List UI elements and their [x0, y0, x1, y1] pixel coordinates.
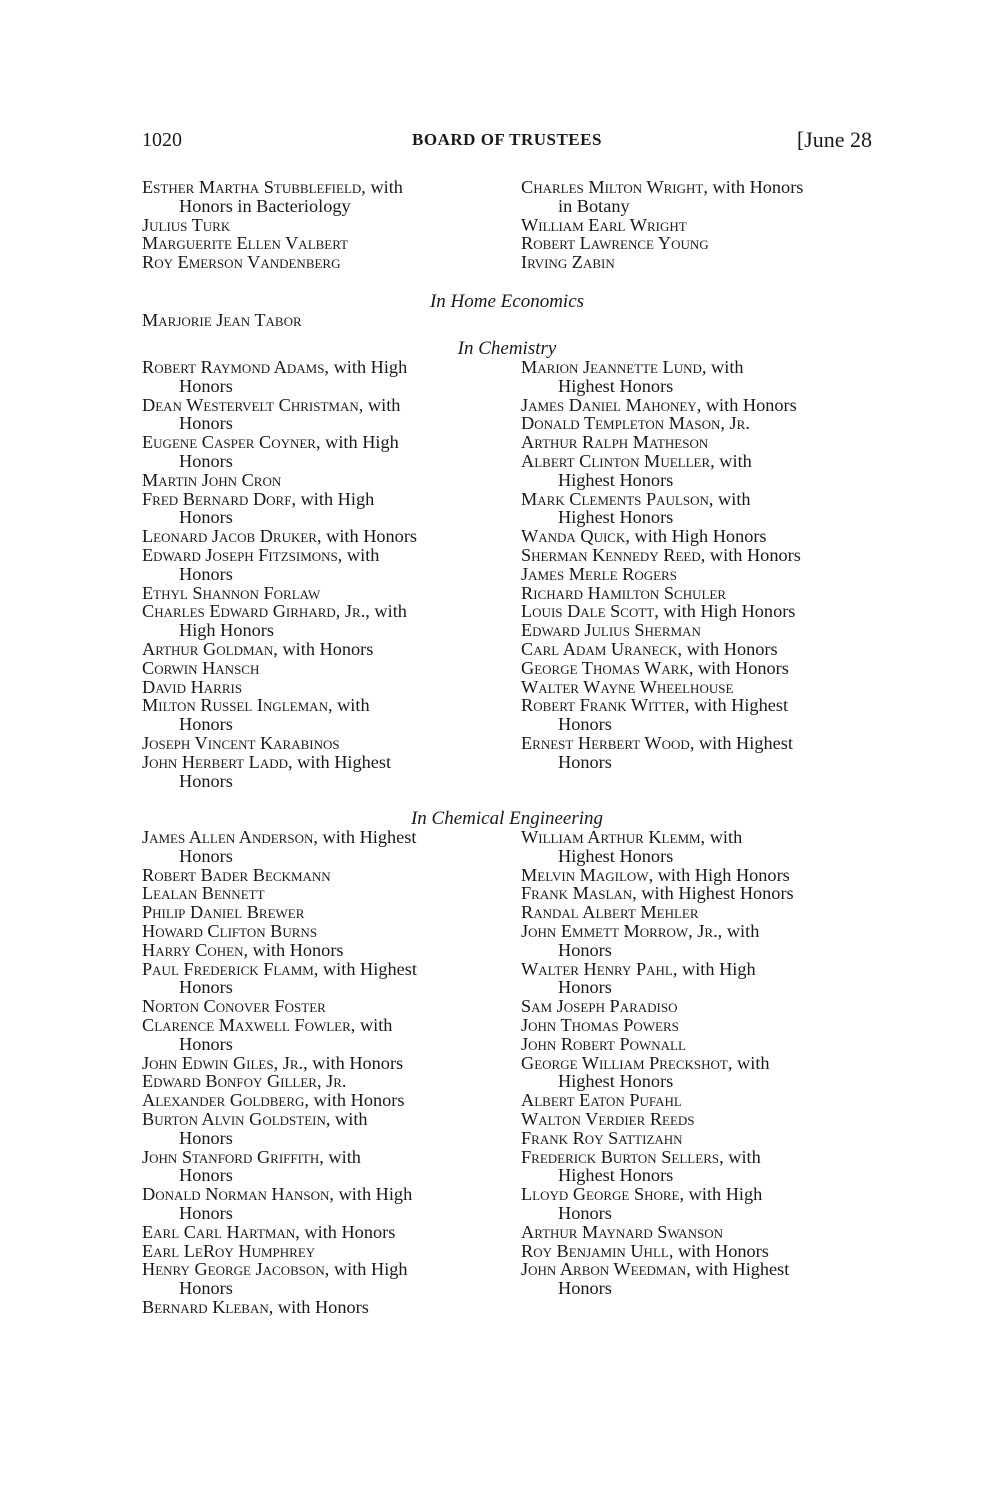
graduate-name: Edward Julius Sherman: [521, 620, 701, 641]
page-number: 1020: [142, 129, 182, 151]
honors-text: Highest Honors: [558, 1071, 674, 1092]
honors-text: Honors: [558, 977, 612, 998]
section-home-economics: [142, 292, 872, 330]
graduate-entry: [142, 1148, 497, 1186]
graduate-name: Arthur Goldman,: [142, 638, 278, 659]
graduate-entry: [142, 1298, 497, 1317]
graduate-name: Arthur Ralph Matheson: [521, 432, 709, 453]
honors-text: Honors: [179, 845, 233, 866]
graduate-entry: [521, 396, 876, 415]
graduate-name: Albert Clinton Mueller,: [521, 450, 715, 471]
graduate-name: John Stanford Griffith,: [142, 1146, 324, 1167]
graduate-name: Norton Conover Foster: [142, 996, 326, 1017]
graduate-entry: [142, 922, 497, 941]
graduate-name: Albert Eaton Pufahl: [521, 1090, 682, 1111]
honors-text: with: [728, 1146, 761, 1167]
graduate-name: Edward Joseph Fitzsimons,: [142, 544, 343, 565]
left-column: [142, 358, 497, 790]
graduate-name: James Merle Rogers: [521, 563, 677, 584]
graduate-name: William Arthur Klemm,: [521, 827, 706, 847]
graduate-entry: [142, 997, 497, 1016]
graduate-name: Frank Roy Sattizahn: [521, 1127, 683, 1148]
honors-text: with Honors: [312, 1052, 404, 1073]
graduate-name: Esther Martha Stubblefield,: [142, 177, 366, 197]
graduate-entry: [142, 960, 497, 998]
graduate-entry: [142, 1185, 497, 1223]
right-column: [521, 178, 876, 272]
honors-text: with High: [300, 488, 375, 509]
graduate-name: Burton Alvin Goldstein,: [142, 1108, 331, 1129]
right-column: [521, 358, 876, 772]
graduate-name: George Thomas Wark,: [521, 657, 694, 678]
graduate-name: James Allen Anderson,: [142, 827, 318, 847]
honors-text: with: [726, 920, 760, 941]
graduate-entry: [521, 1185, 876, 1223]
honors-text: with High: [325, 432, 399, 453]
section-heading: In Chemical Engineering: [410, 808, 604, 829]
honors-text: Highest Honors: [558, 469, 674, 490]
honors-text: with High: [338, 1184, 413, 1205]
graduate-entry: [142, 828, 497, 866]
section-heading: In Home Economics: [429, 291, 585, 312]
graduate-name: Robert Frank Witter,: [521, 695, 690, 716]
graduate-entry: [142, 253, 497, 272]
honors-text: with High Honors: [634, 526, 767, 547]
graduate-name: Marguerite Ellen Valbert: [142, 233, 349, 254]
graduate-entry: [521, 1129, 876, 1148]
honors-text: Honors: [179, 1202, 233, 1223]
honors-text: Honors: [179, 450, 233, 471]
graduate-name: Roy Benjamin Uhll,: [521, 1240, 674, 1261]
graduate-name: John Arbon Weedman,: [521, 1259, 691, 1280]
graduate-entry: [521, 828, 876, 866]
honors-text: with: [374, 601, 407, 622]
graduate-name: Robert Bader Beckmann: [142, 864, 331, 885]
honors-text: with: [719, 450, 752, 471]
right-column: [521, 828, 876, 1298]
graduate-entry: [142, 358, 497, 396]
honors-text: Honors: [179, 1278, 233, 1299]
graduate-name: Charles Edward Girhard, Jr.,: [142, 601, 370, 622]
graduate-entry: [142, 753, 497, 791]
section-heading: In Chemistry: [457, 338, 557, 359]
honors-text: with High Honors: [663, 601, 796, 622]
graduate-entry: [521, 178, 876, 216]
graduate-entry: [142, 527, 497, 546]
graduate-name: Walter Wayne Wheelhouse: [521, 676, 734, 697]
graduate-name: Corwin Hansch: [142, 657, 260, 678]
graduate-entry: [142, 1016, 497, 1054]
honors-text: with Honors: [252, 939, 344, 960]
graduate-name: David Harris: [142, 676, 243, 697]
name-columns: [142, 178, 872, 272]
graduate-name: Carl Adam Uraneck,: [521, 638, 683, 659]
honors-text: with Honors: [277, 1296, 369, 1317]
graduate-entry: [142, 1260, 497, 1298]
honors-text: with Honors: [686, 638, 778, 659]
honors-text: Honors: [179, 977, 233, 998]
honors-text: with: [709, 827, 743, 847]
graduate-entry: [521, 584, 876, 603]
graduate-entry: [521, 565, 876, 584]
graduate-name: Roy Emerson Vandenberg: [142, 252, 341, 273]
graduate-name: Alexander Goldberg,: [142, 1090, 309, 1111]
graduate-entry: [521, 358, 876, 396]
graduate-name: Eugene Casper Coyner,: [142, 432, 321, 453]
graduate-name: Howard Clifton Burns: [142, 920, 318, 941]
honors-text: Honors: [558, 1278, 612, 1299]
graduate-name: Milton Russel Ingleman,: [142, 695, 333, 716]
honors-text: Honors: [558, 939, 612, 960]
graduate-entry: [521, 414, 876, 433]
graduate-name: Randal Albert Mehler: [521, 902, 699, 923]
honors-text: with: [367, 394, 401, 415]
honors-text: with High: [682, 958, 756, 979]
honors-text: Honors: [558, 751, 612, 772]
graduate-name: John Thomas Powers: [521, 1014, 679, 1035]
honors-text: Honors: [179, 1165, 233, 1186]
honors-text: with: [370, 177, 403, 197]
graduate-name: Ernest Herbert Wood,: [521, 732, 695, 753]
honors-text: with Honors: [326, 526, 418, 547]
honors-text: High Honors: [179, 620, 274, 641]
graduate-entry: [142, 884, 497, 903]
graduate-name: Louis Dale Scott,: [521, 601, 659, 622]
graduate-entry: [521, 640, 876, 659]
graduate-name: Edward Bonfoy Giller, Jr.: [142, 1071, 347, 1092]
honors-text: with Honors: [697, 657, 789, 678]
graduate-entry: [142, 1110, 497, 1148]
graduate-entry: [142, 433, 497, 471]
honors-text: with Highest: [698, 732, 793, 753]
graduate-name: Earl LeRoy Humphrey: [142, 1240, 316, 1261]
graduate-entry: [521, 1054, 876, 1092]
page-date: [June 28: [796, 127, 872, 152]
graduate-entry: [521, 659, 876, 678]
graduate-name: John Herbert Ladd,: [142, 751, 293, 772]
honors-text: with: [328, 1146, 361, 1167]
graduate-entry: [142, 311, 497, 330]
honors-text: Honors: [558, 714, 612, 735]
honors-text: in Botany: [558, 195, 630, 216]
graduate-entry: [142, 490, 497, 528]
graduate-entry: [521, 960, 876, 998]
graduate-name: Walton Verdier Reeds: [521, 1108, 695, 1129]
graduate-name: Donald Templeton Mason, Jr.: [521, 413, 750, 434]
graduate-name: Clarence Maxwell Fowler,: [142, 1014, 356, 1035]
graduate-name: Harry Cohen,: [142, 939, 249, 960]
graduate-entry: [521, 1260, 876, 1298]
honors-text: with: [711, 357, 744, 377]
graduate-name: James Daniel Mahoney,: [521, 394, 702, 415]
graduate-entry: [142, 659, 497, 678]
graduate-name: Leonard Jacob Druker,: [142, 526, 322, 547]
graduate-name: Robert Lawrence Young: [521, 233, 709, 254]
honors-text: with High: [688, 1184, 763, 1205]
graduate-entry: [142, 1242, 497, 1261]
graduate-name: John Edwin Giles, Jr.,: [142, 1052, 308, 1073]
graduate-name: Mark Clements Paulson,: [521, 488, 714, 509]
graduate-entry: [142, 1072, 497, 1091]
graduate-entry: [142, 602, 497, 640]
graduate-name: Richard Hamilton Schuler: [521, 582, 727, 603]
honors-text: Honors: [179, 770, 233, 791]
honors-text: Honors: [179, 507, 233, 528]
graduate-entry: [521, 216, 876, 235]
honors-text: with: [737, 1052, 770, 1073]
graduate-entry: [521, 546, 876, 565]
honors-text: Honors: [179, 1033, 233, 1054]
honors-text: Honors: [179, 563, 233, 584]
graduate-entry: [521, 696, 876, 734]
graduate-entry: [142, 1091, 497, 1110]
graduate-entry: [521, 490, 876, 528]
graduate-entry: [142, 696, 497, 734]
graduate-name: Earl Carl Hartman,: [142, 1221, 300, 1242]
graduate-name: Charles Milton Wright,: [521, 177, 708, 197]
graduate-entry: [142, 216, 497, 235]
honors-text: Honors in Bacteriology: [179, 195, 351, 216]
honors-text: with Honors: [705, 394, 797, 415]
graduate-name: Philip Daniel Brewer: [142, 902, 305, 923]
graduate-entry: [142, 584, 497, 603]
honors-text: with High: [333, 357, 408, 377]
graduate-entry: [142, 941, 497, 960]
honors-text: Honors: [179, 1127, 233, 1148]
graduate-entry: [521, 678, 876, 697]
honors-text: with Highest: [322, 958, 417, 979]
name-columns: [142, 311, 872, 330]
graduate-name: Dean Westervelt Christman,: [142, 394, 364, 415]
graduate-name: Henry George Jacobson,: [142, 1259, 330, 1280]
graduate-name: Irving Zabin: [521, 252, 615, 273]
honors-text: with: [718, 488, 751, 509]
graduate-name: Martin John Cron: [142, 469, 282, 490]
graduate-name: Ethyl Shannon Forlaw: [142, 582, 321, 603]
honors-text: with Highest: [695, 1259, 790, 1280]
graduate-entry: [521, 433, 876, 452]
graduate-entry: [142, 640, 497, 659]
graduate-name: Fred Bernard Dorf,: [142, 488, 297, 509]
graduate-entry: [142, 1054, 497, 1073]
honors-text: with Honors: [304, 1221, 396, 1242]
honors-text: Honors: [558, 1202, 612, 1223]
graduate-name: Sam Joseph Paradiso: [521, 996, 678, 1017]
graduate-entry: [521, 602, 876, 621]
honors-text: with: [335, 1108, 368, 1129]
graduate-entry: [142, 1223, 497, 1242]
section-continued: [142, 178, 872, 272]
honors-text: Highest Honors: [558, 375, 674, 396]
graduate-entry: [142, 234, 497, 253]
page-title: BOARD OF TRUSTEES: [412, 130, 602, 149]
graduate-entry: [142, 678, 497, 697]
graduate-entry: [521, 866, 876, 885]
name-columns: [142, 358, 872, 790]
section-chemistry: [142, 339, 872, 790]
graduate-entry: [521, 997, 876, 1016]
graduate-name: Paul Frederick Flamm,: [142, 958, 319, 979]
graduate-entry: [142, 903, 497, 922]
graduate-entry: [521, 1016, 876, 1035]
honors-text: with: [359, 1014, 393, 1035]
graduate-name: Sherman Kennedy Reed,: [521, 544, 706, 565]
graduate-name: Joseph Vincent Karabinos: [142, 732, 340, 753]
name-columns: [142, 828, 872, 1317]
graduate-name: Donald Norman Hanson,: [142, 1184, 334, 1205]
graduate-name: Julius Turk: [142, 214, 231, 235]
graduate-name: Wanda Quick,: [521, 526, 630, 547]
graduate-name: Lloyd George Shore,: [521, 1184, 685, 1205]
honors-text: with Honors: [712, 177, 804, 197]
graduate-entry: [521, 1035, 876, 1054]
graduate-entry: [521, 234, 876, 253]
graduate-name: Frederick Burton Sellers,: [521, 1146, 724, 1167]
graduate-entry: [521, 1148, 876, 1186]
graduate-name: William Earl Wright: [521, 214, 687, 235]
graduate-entry: [521, 884, 876, 903]
honors-text: Honors: [179, 375, 233, 396]
graduate-entry: [521, 1110, 876, 1129]
honors-text: Highest Honors: [558, 507, 674, 528]
graduate-entry: [142, 396, 497, 434]
graduate-entry: [521, 452, 876, 490]
graduate-entry: [142, 471, 497, 490]
graduate-name: Bernard Kleban,: [142, 1296, 274, 1317]
honors-text: with Honors: [282, 638, 374, 659]
honors-text: with Honors: [313, 1090, 405, 1111]
honors-text: with High: [333, 1259, 408, 1280]
graduate-name: Melvin Magilow,: [521, 864, 654, 885]
graduate-name: John Emmett Morrow, Jr.,: [521, 920, 723, 941]
graduate-entry: [521, 1223, 876, 1242]
graduate-name: Frank Maslan,: [521, 883, 637, 904]
honors-text: Highest Honors: [558, 845, 674, 866]
graduate-name: Lealan Bennett: [142, 883, 265, 904]
honors-text: Honors: [179, 714, 233, 735]
honors-text: with: [337, 695, 370, 716]
graduate-name: John Robert Pownall: [521, 1033, 686, 1054]
graduate-entry: [142, 546, 497, 584]
graduate-entry: [142, 866, 497, 885]
honors-text: with Honors: [709, 544, 801, 565]
graduate-name: George William Preckshot,: [521, 1052, 733, 1073]
honors-text: with Highest: [297, 751, 392, 772]
honors-text: with High Honors: [657, 864, 790, 885]
section-chemical-engineering: [142, 809, 872, 1317]
graduate-entry: [521, 1091, 876, 1110]
graduate-name: Walter Henry Pahl,: [521, 958, 678, 979]
honors-text: with: [346, 544, 380, 565]
graduate-name: Marion Jeannette Lund,: [521, 357, 707, 377]
graduate-name: Marjorie Jean Tabor: [142, 310, 302, 330]
graduate-entry: [521, 253, 876, 272]
graduate-entry: [521, 527, 876, 546]
graduate-entry: [521, 903, 876, 922]
graduate-entry: [521, 734, 876, 772]
left-column: [142, 178, 497, 272]
graduate-entry: [142, 178, 497, 216]
left-column: [142, 311, 497, 330]
graduate-name: Arthur Maynard Swanson: [521, 1221, 724, 1242]
honors-text: with Highest: [322, 827, 417, 847]
left-column: [142, 828, 497, 1317]
honors-text: with Highest: [694, 695, 789, 716]
honors-text: with Honors: [677, 1240, 769, 1261]
graduate-entry: [521, 922, 876, 960]
graduate-entry: [521, 621, 876, 640]
graduate-name: Robert Raymond Adams,: [142, 357, 329, 377]
honors-text: with Highest Honors: [641, 883, 794, 904]
graduate-entry: [521, 1242, 876, 1261]
graduate-entry: [142, 734, 497, 753]
honors-text: Highest Honors: [558, 1165, 674, 1186]
honors-text: Honors: [179, 413, 233, 434]
